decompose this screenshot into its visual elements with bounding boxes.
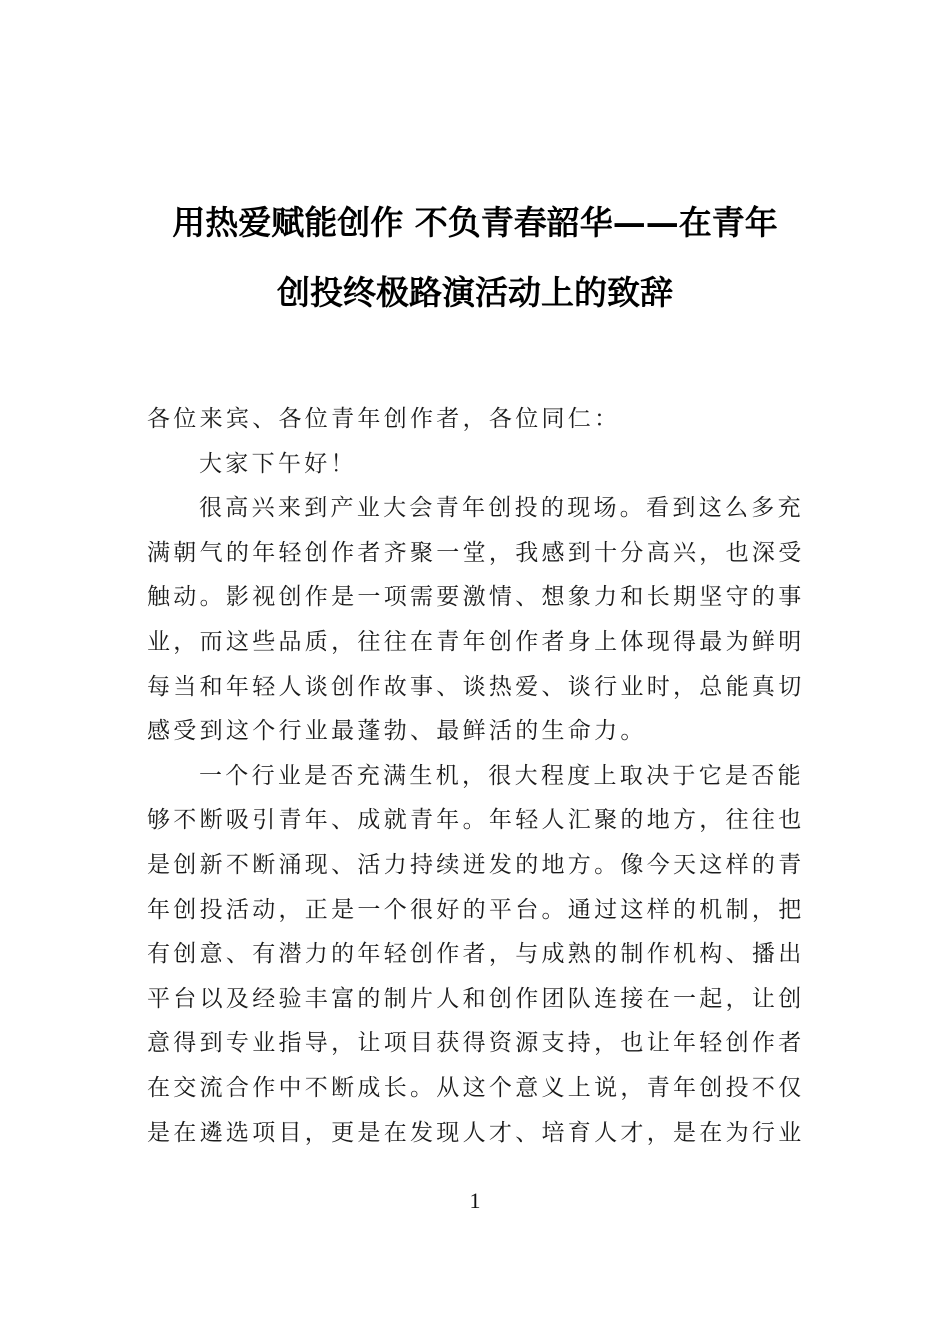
paragraph-line: 够不断吸引青年、成就青年。年轻人汇聚的地方，往往也 bbox=[147, 807, 805, 834]
paragraph-line: 意得到专业指导，让项目获得资源支持，也让年轻创作者 bbox=[147, 1030, 805, 1057]
page-number: 1 bbox=[469, 1188, 481, 1213]
paragraph-line: 是创新不断涌现、活力持续迸发的地方。像今天这样的青 bbox=[147, 851, 805, 878]
document-body bbox=[147, 397, 807, 1155]
paragraph-line: 有创意、有潜力的年轻创作者，与成熟的制作机构、播出 bbox=[147, 941, 805, 968]
paragraph-line: 一个行业是否充满生机，很大程度上取决于它是否能 bbox=[199, 762, 804, 789]
title-line: 用热爱赋能创作 不负青春韶华——在青年 bbox=[172, 203, 778, 242]
paragraph-line: 在交流合作中不断成长。从这个意义上说，青年创投不仅 bbox=[147, 1074, 805, 1101]
paragraph-line: 感受到这个行业最蓬勃、最鲜活的生命力。 bbox=[147, 718, 647, 745]
paragraph-line: 是在遴选项目，更是在发现人才、培育人才，是在为行业 bbox=[147, 1119, 805, 1146]
paragraph-line: 触动。影视创作是一项需要激情、想象力和长期坚守的事 bbox=[147, 584, 805, 611]
paragraph-line: 很高兴来到产业大会青年创投的现场。看到这么多充 bbox=[199, 495, 804, 522]
greeting: 大家下午好！ bbox=[199, 450, 357, 477]
title-line: 创投终极路演活动上的致辞 bbox=[277, 273, 673, 312]
paragraph-line: 业，而这些品质，往往在青年创作者身上体现得最为鲜明 bbox=[147, 628, 805, 655]
paragraph-line: 满朝气的年轻创作者齐聚一堂，我感到十分高兴，也深受 bbox=[147, 539, 805, 566]
paragraph-line: 每当和年轻人谈创作故事、谈热爱、谈行业时，总能真切 bbox=[147, 673, 805, 700]
paragraph-line: 平台以及经验丰富的制片人和创作团队连接在一起，让创 bbox=[147, 985, 805, 1012]
salutation: 各位来宾、各位青年创作者，各位同仁： bbox=[147, 406, 621, 432]
document-title bbox=[140, 188, 810, 328]
paragraph-line: 年创投活动，正是一个很好的平台。通过这样的机制，把 bbox=[147, 896, 805, 923]
